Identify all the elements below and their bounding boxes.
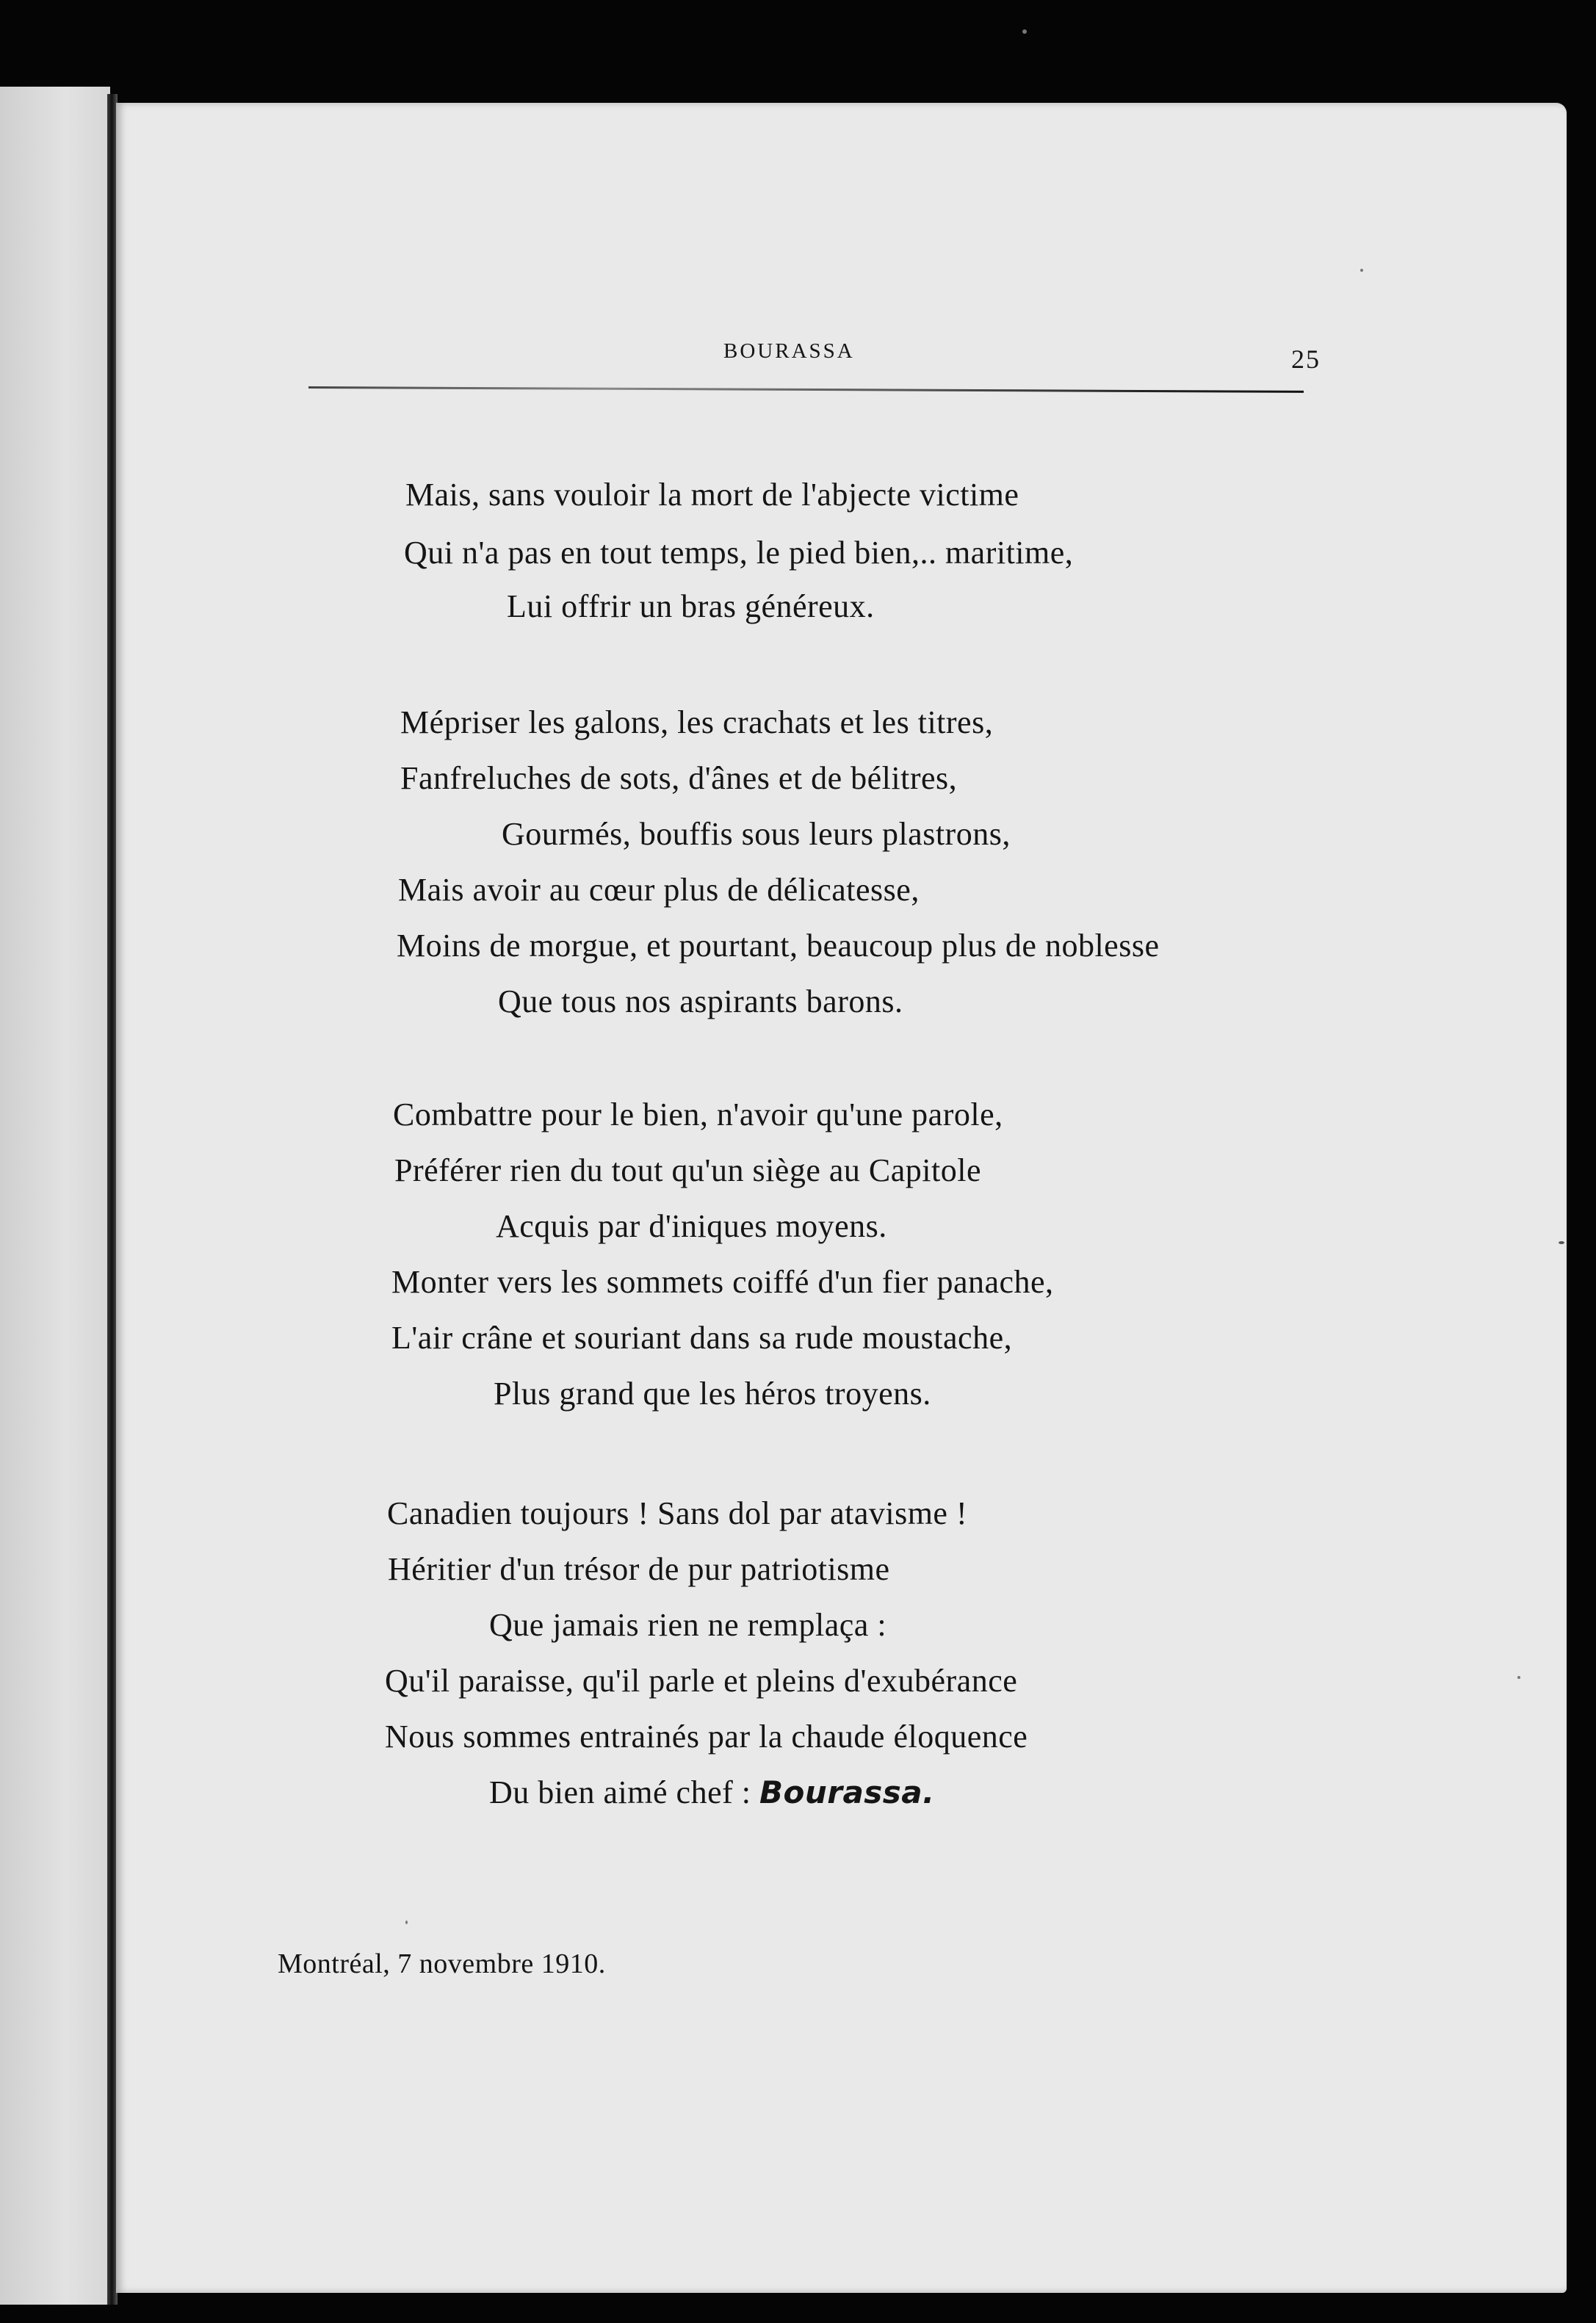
poem-line: Qu'il paraisse, qu'il parle et pleins d'exubérance [385,1663,1018,1699]
chief-name: Bourassa. [759,1774,935,1810]
poem-line: Que jamais rien ne remplaça : [489,1607,887,1643]
poem-line [489,1774,935,1811]
poem-line: Fanfreluches de sots, d'ânes et de bélitres, [400,760,958,796]
poem-line: Monter vers les sommets coiffé d'un fier panache, [391,1264,1054,1300]
dust-speck [1559,1241,1564,1244]
poem-line: Préférer rien du tout qu'un siège au Capitole [394,1152,981,1188]
poem-line-text: Du bien aimé chef : [489,1774,751,1810]
running-head: BOURASSA [723,339,855,363]
poem-line: Que tous nos aspirants barons. [498,983,903,1019]
poem-line: Nous sommes entrainés par la chaude éloquence [385,1719,1028,1755]
poem-line: Plus grand que les héros troyens. [494,1376,931,1412]
poem-line: Canadien toujours ! Sans dol par atavisme ! [387,1495,968,1531]
poem-line: Mais, sans vouloir la mort de l'abjecte victime [405,477,1019,513]
poem-line: Moins de morgue, et pourtant, beaucoup plus de noblesse [397,928,1160,964]
dust-speck [1360,269,1363,272]
poem-line: Lui offrir un bras généreux. [507,588,875,624]
poem-line: Héritier d'un trésor de pur patriotisme [388,1551,890,1587]
poem-line: Mais avoir au cœur plus de délicatesse, [398,872,920,908]
dateline: Montréal, 7 novembre 1910. [278,1948,606,1979]
poem-line: Acquis par d'iniques moyens. [496,1208,887,1244]
poem-line: L'air crâne et souriant dans sa rude moustache, [391,1320,1013,1356]
dust-speck [1517,1676,1520,1679]
page-number: 25 [1291,344,1321,374]
dust-speck [1022,29,1027,34]
poem-line: Qui n'a pas en tout temps, le pied bien,.. maritime, [404,535,1074,571]
poem-line: Mépriser les galons, les crachats et les titres, [400,704,994,740]
poem-line: Combattre pour le bien, n'avoir qu'une parole, [393,1097,1003,1132]
poem-line: Gourmés, bouffis sous leurs plastrons, [502,816,1011,852]
dust-speck [405,1921,408,1924]
